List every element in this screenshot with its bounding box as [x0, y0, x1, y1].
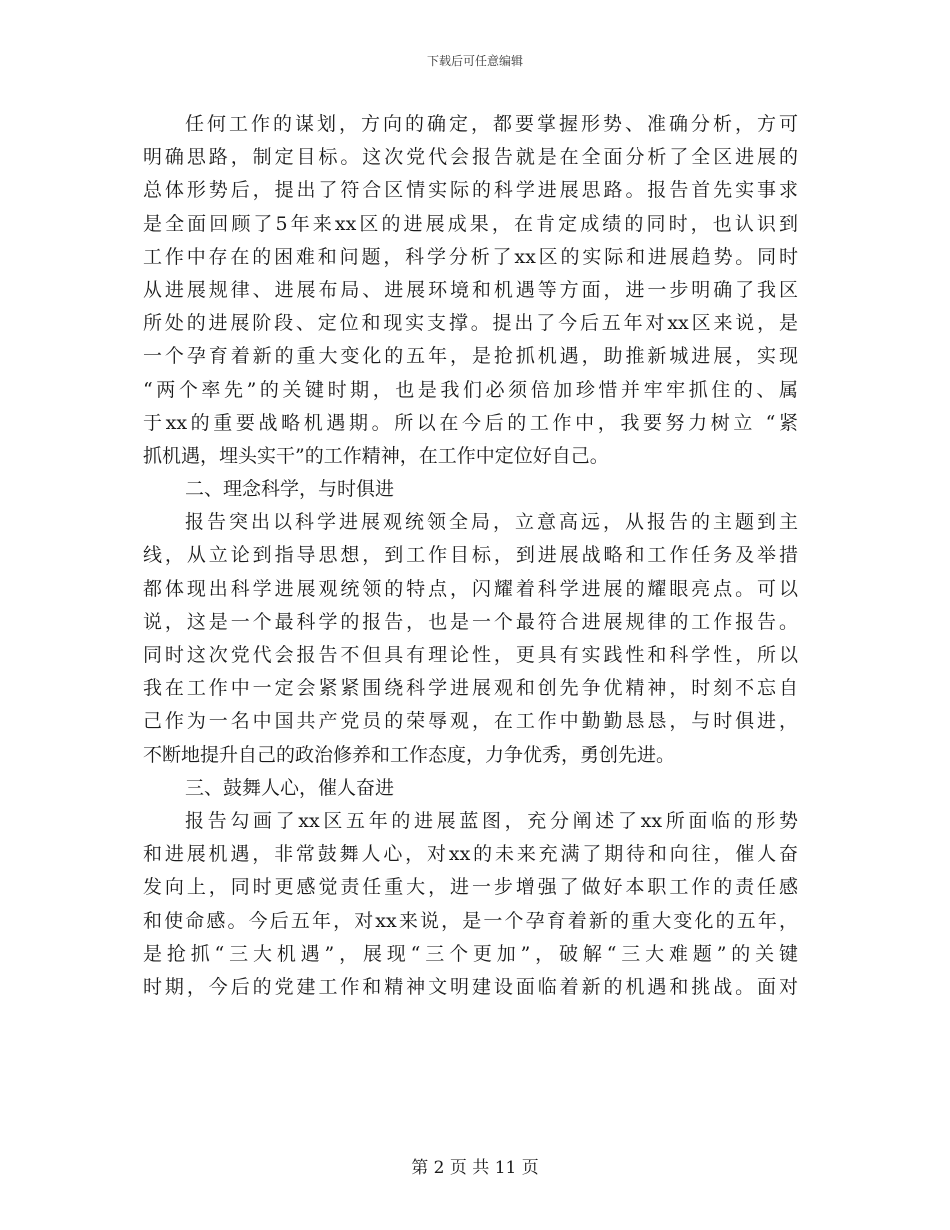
paragraph-2-line-7: 己作为一名中国共产党员的荣辱观，在工作中勤勤恳恳，与时俱进，	[143, 710, 798, 733]
paragraph-1-line-5: 工作中存在的困难和问题，科学分析了xx区的实际和进展趋势。同时	[143, 245, 798, 268]
paragraph-1-line-6: 从进展规律、进展布局、进展环境和机遇等方面，进一步明确了我区	[143, 278, 798, 301]
paragraph-2-line-3: 都体现出科学进展观统领的特点，闪耀着科学进展的耀眼亮点。可以	[143, 577, 798, 600]
paragraph-3-line-2: 和进展机遇，非常鼓舞人心，对xx的未来充满了期待和向往，催人奋	[143, 843, 798, 866]
paragraph-2-line-8: 不断地提升自己的政治修养和工作态度，力争优秀，勇创先进。	[143, 743, 676, 766]
paragraph-3-line-6: 时期，今后的党建工作和精神文明建设面临着新的机遇和挑战。面对	[143, 975, 798, 998]
paragraph-3-line-3: 发向上，同时更感觉责任重大，进一步增强了做好本职工作的责任感	[143, 876, 798, 899]
paragraph-1-line-2: 明确思路，制定目标。这次党代会报告就是在全面分析了全区进展的	[143, 146, 798, 169]
paragraph-2-line-1: 报告突出以科学进展观统领全局，立意高远，从报告的主题到主	[185, 511, 798, 534]
paragraph-3-line-5: 是抢抓“三大机遇”，展现“三个更加”，破解“三大难题”的关键	[143, 942, 798, 965]
paragraph-1-line-9: “两个率先”的关键时期，也是我们必须倍加珍惜并牢牢抓住的、属	[143, 378, 798, 401]
page-number-footer: 第 2 页 共 11 页	[411, 1158, 539, 1178]
paragraph-1-line-8: 一个孕育着新的重大变化的五年，是抢抓机遇，助推新城进展，实现	[143, 345, 798, 368]
paragraph-1-line-7: 所处的进展阶段、定位和现实支撑。提出了今后五年对xx区来说，是	[143, 312, 798, 335]
page-header: 下载后可任意编辑	[426, 54, 523, 68]
paragraph-1-line-11: 抓机遇，埋头实干”的工作精神，在工作中定位好自己。	[143, 444, 609, 467]
document-body	[143, 108, 798, 1004]
paragraph-2-line-2: 线，从立论到指导思想，到工作目标，到进展战略和工作任务及举措	[143, 544, 798, 567]
paragraph-2-line-6: 我在工作中一定会紧紧围绕科学进展观和创先争优精神，时刻不忘自	[143, 677, 798, 700]
paragraph-2-line-5: 同时这次党代会报告不但具有理论性，更具有实践性和科学性，所以	[143, 644, 798, 666]
section-heading-3: 三、鼓舞人心，催人奋进	[185, 776, 395, 799]
section-heading-2: 二、理念科学，与时俱进	[185, 478, 395, 501]
paragraph-3-line-1: 报告勾画了xx区五年的进展蓝图，充分阐述了xx所面临的形势	[185, 809, 798, 832]
paragraph-1-line-3: 总体形势后，提出了符合区情实际的科学进展思路。报告首先实事求	[143, 179, 798, 202]
paragraph-1-line-10: 于xx的重要战略机遇期。所以在今后的工作中，我要努力树立 “紧	[143, 411, 798, 434]
paragraph-1-line-4: 是全面回顾了5年来xx区的进展成果，在肯定成绩的同时，也认识到	[143, 212, 798, 235]
paragraph-3-line-4: 和使命感。今后五年，对xx来说，是一个孕育着新的重大变化的五年，	[143, 909, 798, 932]
paragraph-2-line-4: 说，这是一个最科学的报告，也是一个最符合进展规律的工作报告。	[143, 610, 798, 633]
paragraph-1-line-1: 任何工作的谋划，方向的确定，都要掌握形势、准确分析，方可	[185, 113, 798, 135]
